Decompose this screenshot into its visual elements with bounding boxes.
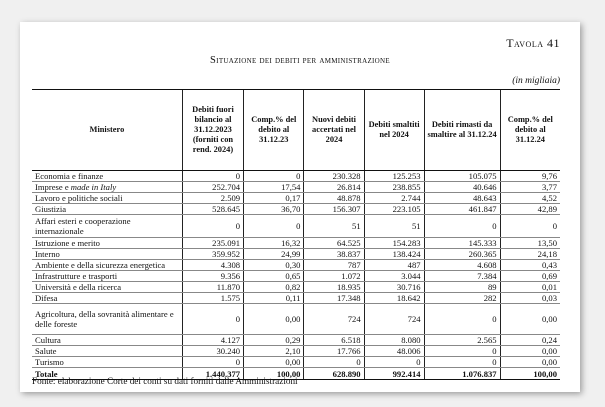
value-cell: 0,00 xyxy=(244,357,304,368)
value-cell: 24,18 xyxy=(500,249,560,260)
value-cell: 0,65 xyxy=(244,271,304,282)
value-cell: 48.878 xyxy=(304,193,364,204)
value-cell: 0 xyxy=(182,304,243,335)
value-cell: 0 xyxy=(424,215,500,238)
value-cell: 2.509 xyxy=(182,193,243,204)
value-cell: 154.283 xyxy=(364,238,424,249)
table-row xyxy=(32,346,560,357)
value-cell: 17.766 xyxy=(304,346,364,357)
value-cell: 24,99 xyxy=(244,249,304,260)
value-cell: 359.952 xyxy=(182,249,243,260)
value-cell: 1.575 xyxy=(182,293,243,304)
value-cell: 0,29 xyxy=(244,335,304,346)
value-cell: 487 xyxy=(364,260,424,271)
ministry-name-italic: made in Italy xyxy=(70,182,117,192)
ministry-name: Infrastrutture e trasporti xyxy=(32,271,182,282)
value-cell: 48.006 xyxy=(364,346,424,357)
table-title: Situazione dei debiti per amministrazione xyxy=(210,55,390,66)
value-cell: 0,17 xyxy=(244,193,304,204)
value-cell: 3,77 xyxy=(500,182,560,193)
value-cell: 89 xyxy=(424,282,500,293)
value-cell: 2.744 xyxy=(364,193,424,204)
table-body xyxy=(32,171,560,380)
ministry-name: Totale xyxy=(32,368,182,380)
ministry-name: Economia e finanze xyxy=(32,171,182,182)
table-row xyxy=(32,293,560,304)
value-cell: 0 xyxy=(182,357,243,368)
value-cell: 0 xyxy=(424,357,500,368)
value-cell: 0 xyxy=(182,171,243,182)
value-cell: 0,24 xyxy=(500,335,560,346)
value-cell: 6.518 xyxy=(304,335,364,346)
value-cell: 0 xyxy=(182,215,243,238)
value-cell: 0 xyxy=(244,171,304,182)
value-cell: 11.870 xyxy=(182,282,243,293)
table-row xyxy=(32,193,560,204)
table-row xyxy=(32,238,560,249)
value-cell: 724 xyxy=(304,304,364,335)
ministry-name: Interno xyxy=(32,249,182,260)
table-row xyxy=(32,282,560,293)
value-cell: 0 xyxy=(424,346,500,357)
source-note: Fonte: elaborazione Corte dei conti su dati forniti dalle Amministrazioni xyxy=(32,376,298,386)
ministry-name: Agricoltura, della sovranità alimentare e delle foreste xyxy=(32,304,182,335)
table-row xyxy=(32,249,560,260)
ministry-name: Istruzione e merito xyxy=(32,238,182,249)
table-row xyxy=(32,271,560,282)
debts-table xyxy=(32,89,560,380)
ministry-name: Difesa xyxy=(32,293,182,304)
value-cell: 18.935 xyxy=(304,282,364,293)
value-cell: 0,69 xyxy=(500,271,560,282)
table-number: Tavola 41 xyxy=(506,36,560,50)
table-row xyxy=(32,171,560,182)
value-cell: 156.307 xyxy=(304,204,364,215)
value-cell: 138.424 xyxy=(364,249,424,260)
value-cell: 252.704 xyxy=(182,182,243,193)
value-cell: 48.643 xyxy=(424,193,500,204)
value-cell: 145.333 xyxy=(424,238,500,249)
value-cell: 1.440.377 xyxy=(182,368,243,380)
value-cell: 3.044 xyxy=(364,271,424,282)
value-cell: 230.328 xyxy=(304,171,364,182)
value-cell: 461.847 xyxy=(424,204,500,215)
value-cell: 0,82 xyxy=(244,282,304,293)
ministry-name: Affari esteri e cooperazione internazionale xyxy=(32,215,182,238)
header-nuovi-debiti: Nuovi debiti accertati nel 2024 xyxy=(304,90,364,171)
value-cell: 0,00 xyxy=(500,346,560,357)
ministry-name: Ambiente e della sicurezza energetica xyxy=(32,260,182,271)
header-ministero: Ministero xyxy=(32,90,182,171)
value-cell: 30.716 xyxy=(364,282,424,293)
document-page xyxy=(20,22,580,392)
value-cell: 9,76 xyxy=(500,171,560,182)
value-cell: 100,00 xyxy=(500,368,560,380)
value-cell: 0,30 xyxy=(244,260,304,271)
value-cell: 0,00 xyxy=(244,304,304,335)
header-debiti-2023: Debiti fuori bilancio al 31.12.2023 (forniti con rend. 2024) xyxy=(182,90,243,171)
value-cell: 0 xyxy=(364,357,424,368)
value-cell: 1.072 xyxy=(304,271,364,282)
ministry-name: Lavoro e politiche sociali xyxy=(32,193,182,204)
value-cell: 36,70 xyxy=(244,204,304,215)
value-cell: 105.075 xyxy=(424,171,500,182)
table-row xyxy=(32,357,560,368)
table-row xyxy=(32,182,560,193)
value-cell: 0 xyxy=(244,215,304,238)
value-cell: 4.308 xyxy=(182,260,243,271)
value-cell: 992.414 xyxy=(364,368,424,380)
ministry-name xyxy=(32,182,182,193)
value-cell: 51 xyxy=(364,215,424,238)
header-comp-2023: Comp.% del debito al 31.12.23 xyxy=(244,90,304,171)
value-cell: 64.525 xyxy=(304,238,364,249)
value-cell: 238.855 xyxy=(364,182,424,193)
ministry-name-text: Imprese e xyxy=(35,182,71,192)
table-row xyxy=(32,260,560,271)
header-debiti-rimasti: Debiti rimasti da smaltire al 31.12.24 xyxy=(424,90,500,171)
value-cell: 235.091 xyxy=(182,238,243,249)
header-comp-2024: Comp.% del debito al 31.12.24 xyxy=(500,90,560,171)
value-cell: 260.365 xyxy=(424,249,500,260)
value-cell: 4.608 xyxy=(424,260,500,271)
table-row xyxy=(32,204,560,215)
value-cell: 40.646 xyxy=(424,182,500,193)
value-cell: 0,03 xyxy=(500,293,560,304)
value-cell: 528.645 xyxy=(182,204,243,215)
value-cell: 26.814 xyxy=(304,182,364,193)
table-row xyxy=(32,304,560,335)
value-cell: 18.642 xyxy=(364,293,424,304)
value-cell: 125.253 xyxy=(364,171,424,182)
value-cell: 787 xyxy=(304,260,364,271)
ministry-name: Salute xyxy=(32,346,182,357)
ministry-name: Turismo xyxy=(32,357,182,368)
value-cell: 282 xyxy=(424,293,500,304)
value-cell: 4.127 xyxy=(182,335,243,346)
value-cell: 7.384 xyxy=(424,271,500,282)
value-cell: 42,89 xyxy=(500,204,560,215)
value-cell: 223.105 xyxy=(364,204,424,215)
value-cell: 2,10 xyxy=(244,346,304,357)
value-cell: 0,11 xyxy=(244,293,304,304)
value-cell: 4,52 xyxy=(500,193,560,204)
value-cell: 51 xyxy=(304,215,364,238)
value-cell: 16,32 xyxy=(244,238,304,249)
value-cell: 38.837 xyxy=(304,249,364,260)
value-cell: 0 xyxy=(424,304,500,335)
value-cell: 0 xyxy=(304,357,364,368)
value-cell: 0,00 xyxy=(500,304,560,335)
value-cell: 0,43 xyxy=(500,260,560,271)
value-cell: 17,54 xyxy=(244,182,304,193)
value-cell: 724 xyxy=(364,304,424,335)
value-cell: 8.080 xyxy=(364,335,424,346)
ministry-name: Cultura xyxy=(32,335,182,346)
value-cell: 100,00 xyxy=(244,368,304,380)
header-row xyxy=(32,90,560,171)
value-cell: 0,01 xyxy=(500,282,560,293)
unit-note: (in migliaia) xyxy=(512,76,560,86)
value-cell: 0 xyxy=(500,215,560,238)
ministry-name: Università e della ricerca xyxy=(32,282,182,293)
header-debiti-smaltiti: Debiti smaltiti nel 2024 xyxy=(364,90,424,171)
ministry-name: Giustizia xyxy=(32,204,182,215)
table-row xyxy=(32,335,560,346)
table-row xyxy=(32,215,560,238)
value-cell: 2.565 xyxy=(424,335,500,346)
value-cell: 30.240 xyxy=(182,346,243,357)
value-cell: 9.356 xyxy=(182,271,243,282)
value-cell: 628.890 xyxy=(304,368,364,380)
value-cell: 17.348 xyxy=(304,293,364,304)
value-cell: 13,50 xyxy=(500,238,560,249)
value-cell: 1.076.837 xyxy=(424,368,500,380)
value-cell: 0,00 xyxy=(500,357,560,368)
